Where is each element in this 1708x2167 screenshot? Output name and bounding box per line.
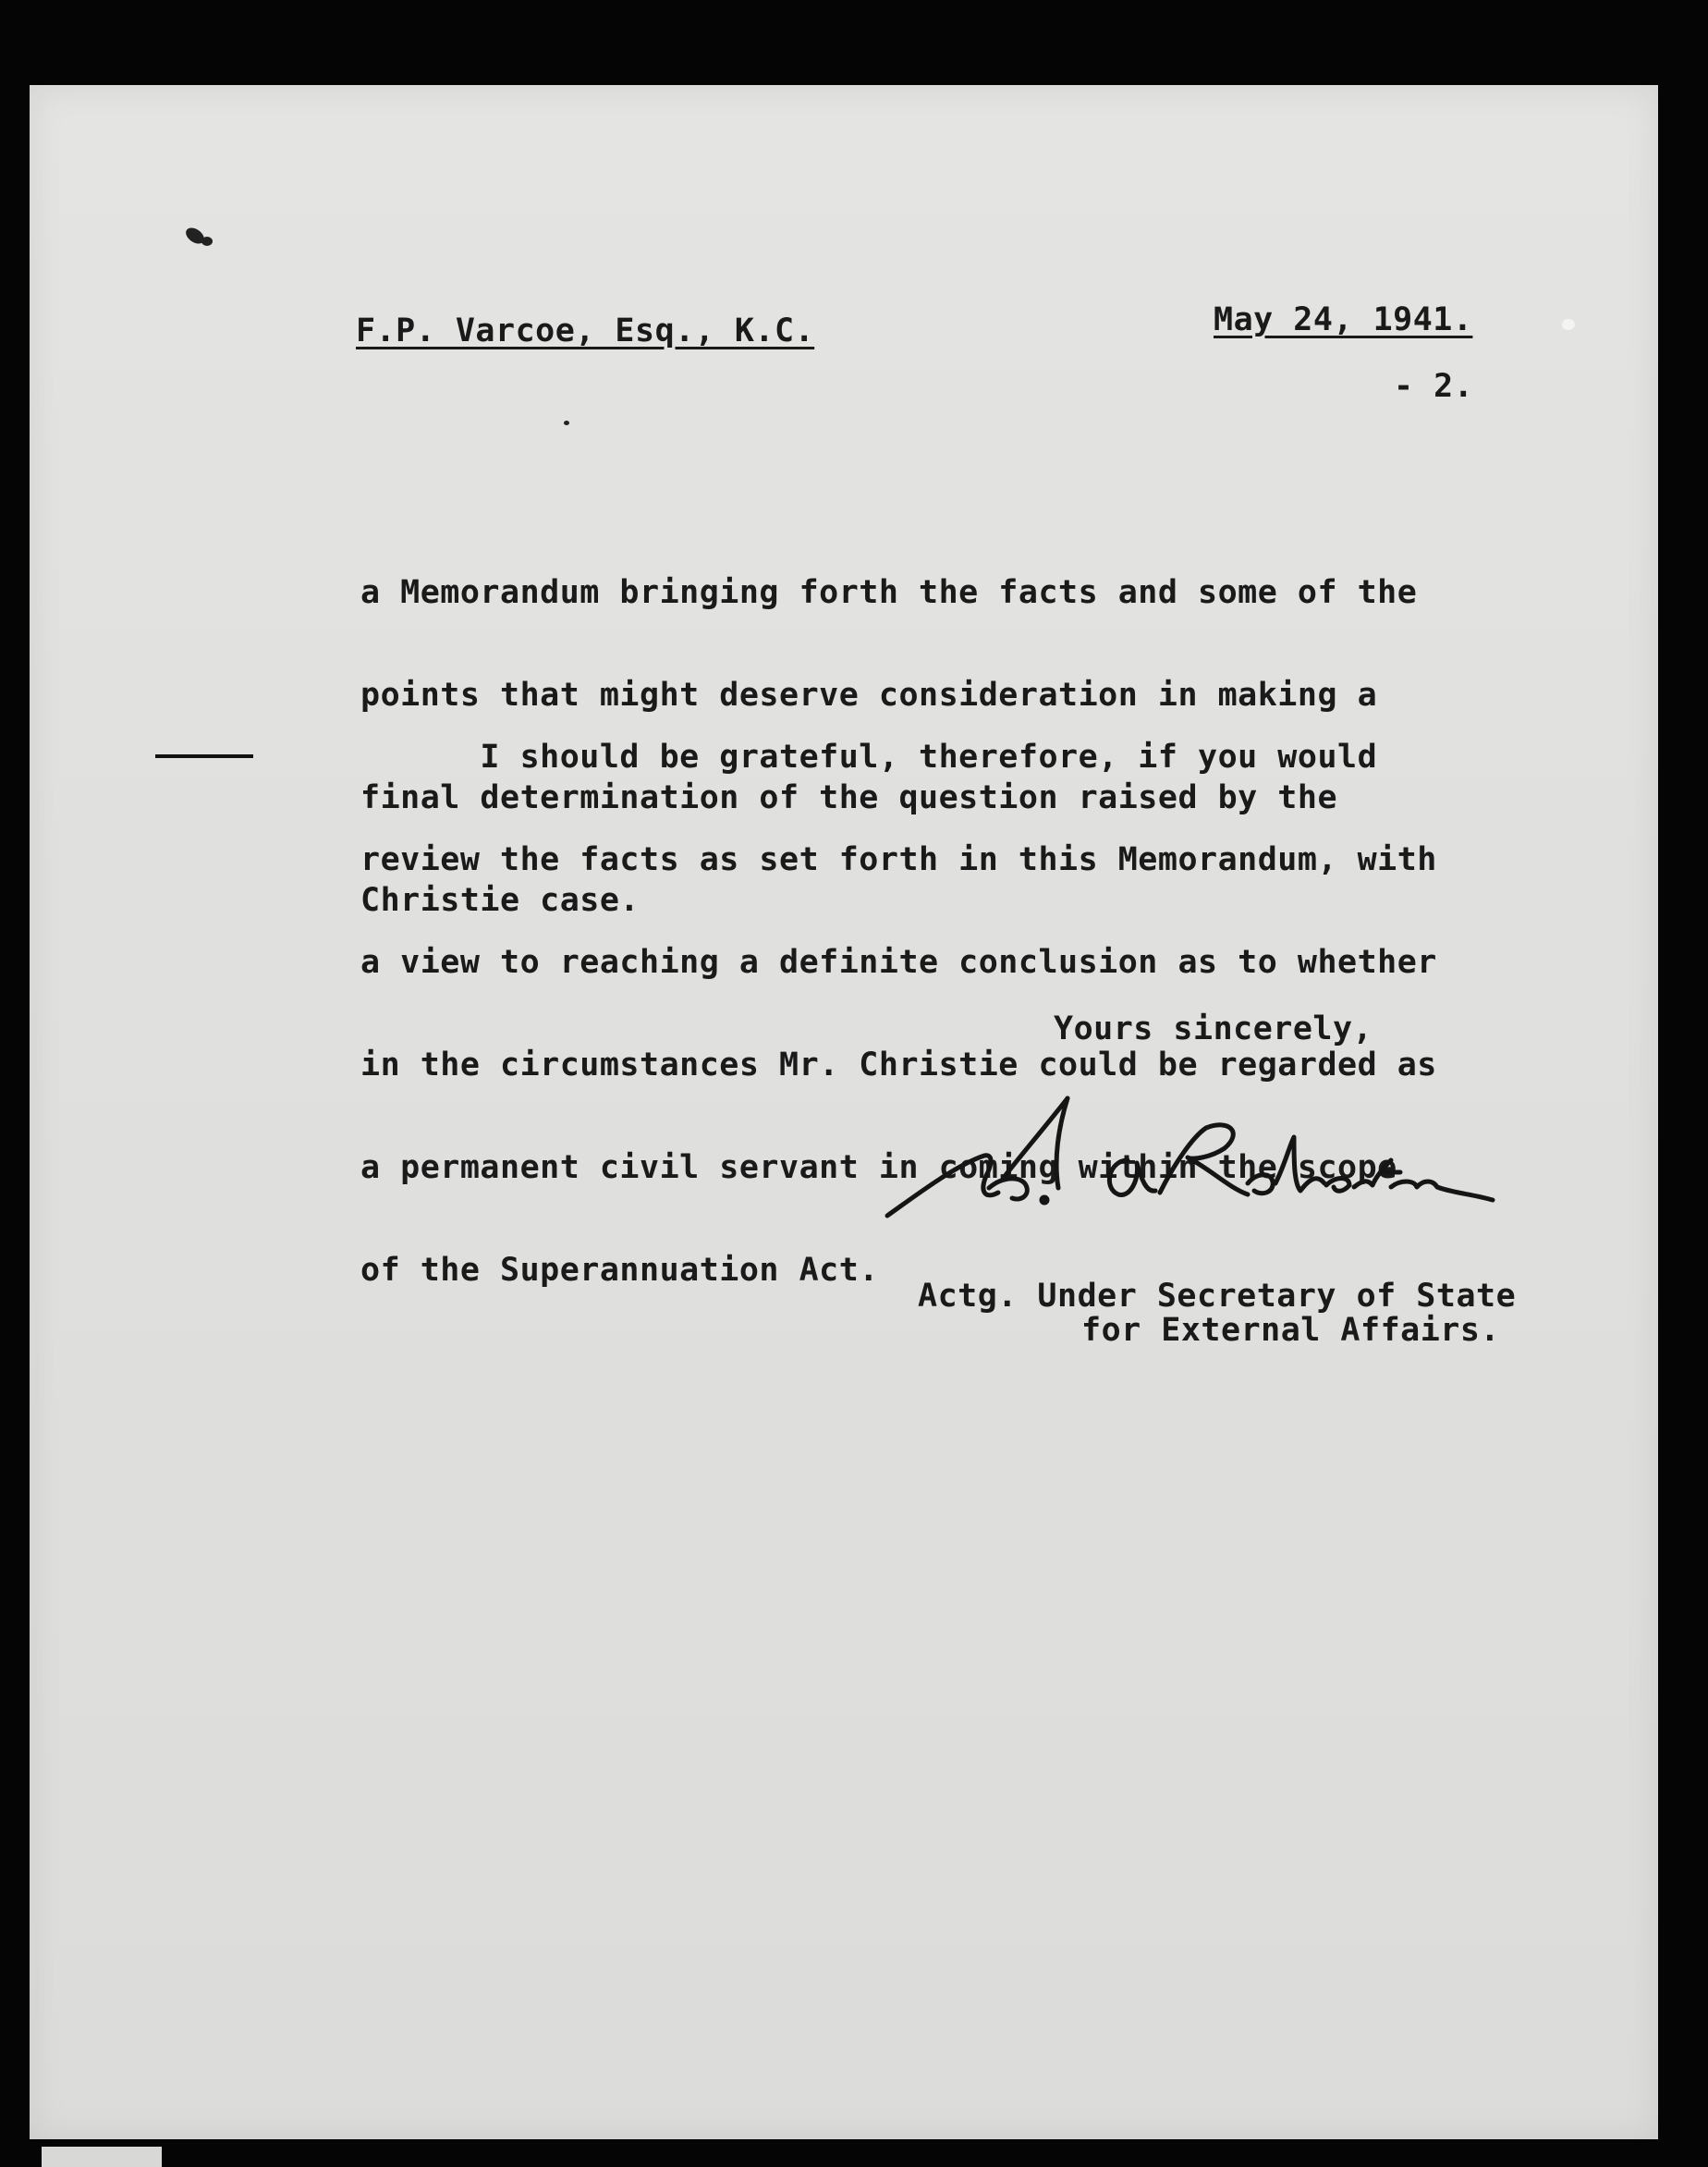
signatory-title-line-2: for External Affairs. [1081, 1312, 1501, 1349]
text-line: of the Superannuation Act. [360, 1252, 879, 1289]
margin-mark [155, 754, 253, 758]
addressee-line: F.P. Varcoe, Esq., K.C. [356, 312, 815, 349]
page-number: - 2. [1394, 368, 1474, 405]
text-line: Christie case. [360, 882, 640, 919]
ink-speck [564, 421, 569, 425]
text-line: a view to reaching a definite conclusion as to whether [360, 944, 1437, 981]
text-line: points that might deserve consideration in making a [360, 677, 1378, 714]
text-line: final determination of the question raised by the [360, 779, 1338, 816]
ink-speck [1562, 319, 1575, 330]
text-line: in the circumstances Mr. Christie could be regarded as [360, 1047, 1437, 1084]
text-line: a permanent civil servant in coming within the scope [360, 1149, 1397, 1186]
closing-salutation: Yours sincerely, [1054, 1010, 1373, 1047]
signatory-title-line-1: Actg. Under Secretary of State [918, 1278, 1517, 1315]
scan-edge-tab [42, 2147, 162, 2167]
signature [883, 1091, 1530, 1239]
text-line: I should be grateful, therefore, if you would [360, 739, 1378, 776]
text-line: review the facts as set forth in this Memorandum, with [360, 841, 1437, 878]
letter-date: May 24, 1941. [1214, 301, 1473, 338]
text-line: a Memorandum bringing forth the facts and some of the [360, 574, 1418, 611]
ink-speck [201, 237, 213, 246]
